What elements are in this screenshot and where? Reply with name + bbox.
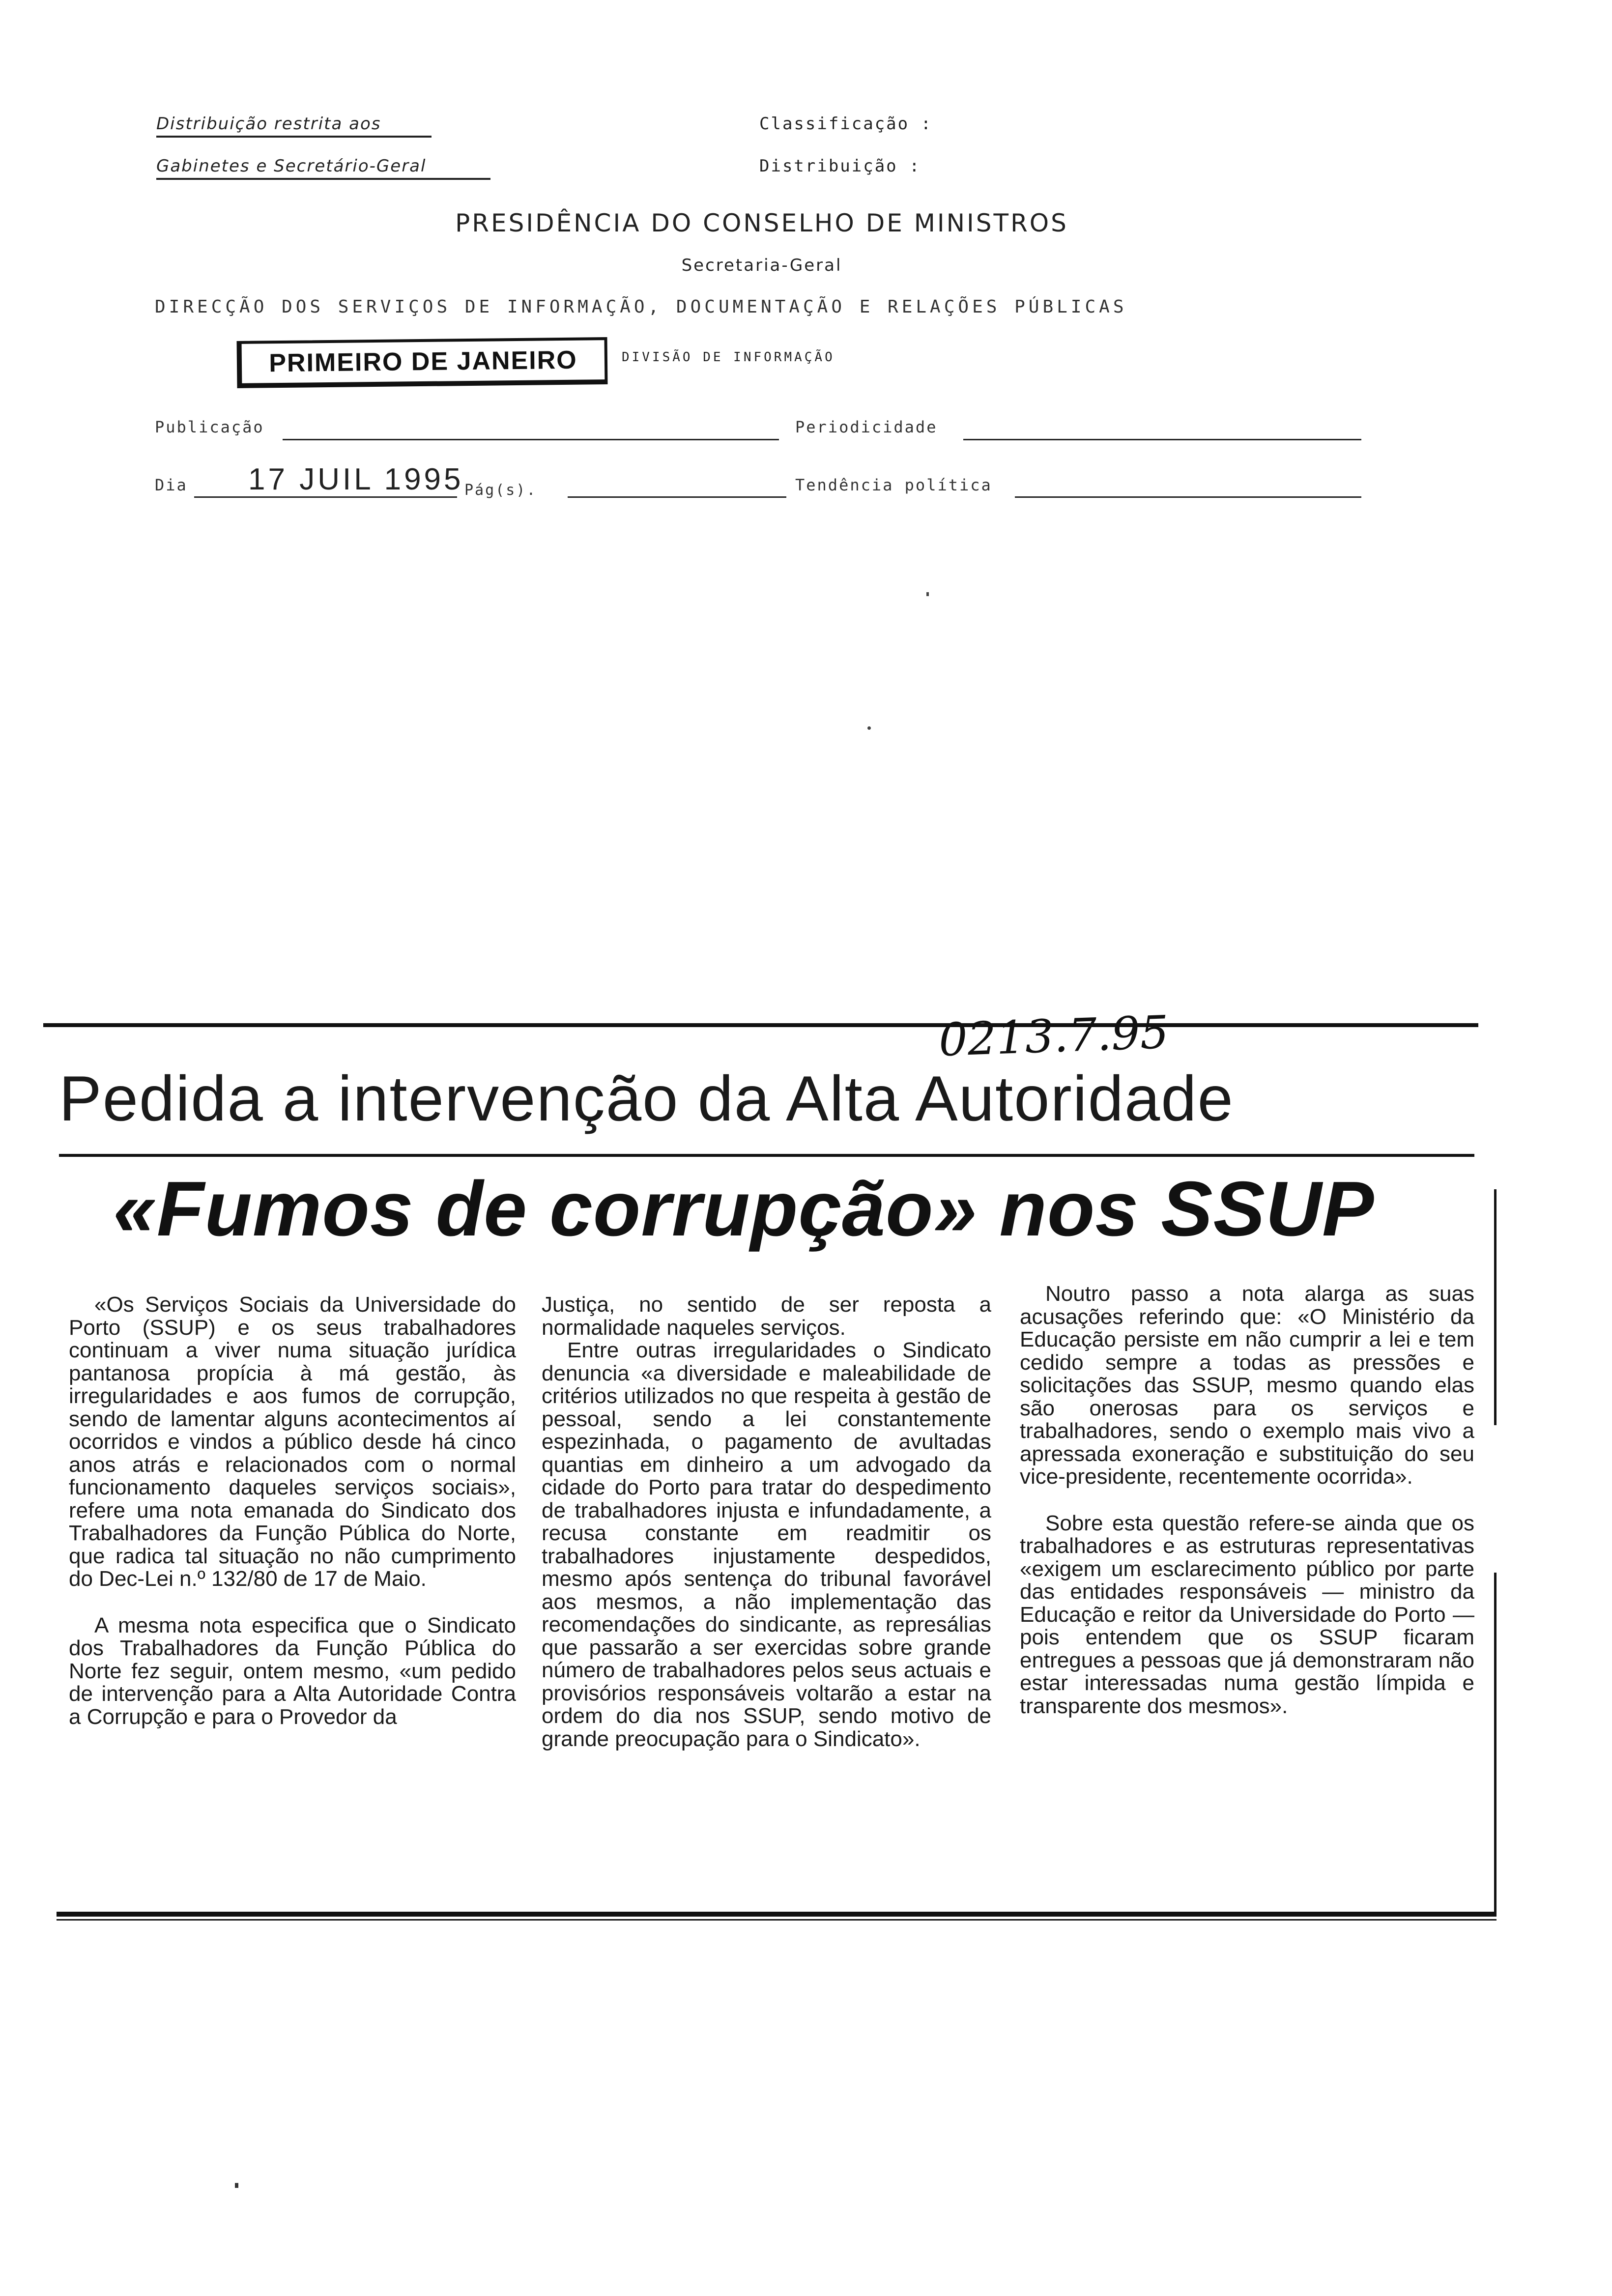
article-top-rule bbox=[43, 1023, 1478, 1027]
tendency-field bbox=[1015, 496, 1361, 498]
publication-field bbox=[283, 439, 779, 440]
organization-title: PRESIDÊNCIA DO CONSELHO DE MINISTROS bbox=[455, 209, 1068, 237]
article-headline: «Fumos de corrupção» nos SSUP bbox=[113, 1166, 1375, 1252]
directorate-line: DIRECÇÃO DOS SERVIÇOS DE INFORMAÇÃO, DOCUMENTAÇÃO E RELAÇÕES PÚBLICAS bbox=[155, 297, 1127, 317]
organization-subtitle: Secretaria-Geral bbox=[681, 256, 842, 275]
handwritten-reference: 0213.7.95 bbox=[938, 1005, 1170, 1067]
article-column-2 bbox=[542, 1293, 991, 1751]
scan-speck bbox=[867, 726, 871, 730]
day-label: Dia bbox=[155, 476, 188, 494]
article-column-1 bbox=[69, 1293, 516, 1728]
paragraph: Entre outras irregularidades o Sindicato denuncia «a diversidade e maleabilidade de critérios utilizados no que respeita à gestão de pessoal, sendo a lei constantemente espezinhada, o pagamento de avultadas quantias em dinheiro a um advogado da cidade do Porto para tratar do despedimento de trabalhadores injusta e infundadamente, a recusa constante em readmitir os trabalhadores injustamente despedidos, mesmo após sentença do tribunal favorável aos mesmos, a não implementação das recomendações do sindicante, as represálias que passarão a ser exercidas sobre grande número de trabalhadores pelos seus actuais e provisórios responsáveis voltarão a estar na ordem do dia nos SSUP, sendo motivo de grande preocupação para o Sindicato». bbox=[542, 1338, 991, 1751]
distribution-offices-label: Gabinetes e Secretário-Geral bbox=[156, 156, 490, 180]
clipping-bottom-rule bbox=[57, 1912, 1497, 1917]
scan-speck bbox=[235, 2183, 238, 2188]
kicker-rule bbox=[59, 1154, 1474, 1157]
publication-stamp: PRIMEIRO DE JANEIRO bbox=[237, 337, 608, 388]
clipping-bottom-rule-thin bbox=[57, 1919, 1497, 1921]
distribution-restricted-label: Distribuição restrita aos bbox=[156, 114, 432, 138]
tendency-label: Tendência política bbox=[795, 476, 992, 494]
division-line: DIVISÃO DE INFORMAÇÃO bbox=[622, 350, 835, 365]
distribution-label: Distribuição : bbox=[759, 156, 921, 176]
article-kicker: Pedida a intervenção da Alta Autoridade bbox=[59, 1062, 1234, 1134]
periodicity-field bbox=[963, 439, 1361, 440]
day-value: 17 JUIL 1995 bbox=[248, 462, 464, 496]
pages-field bbox=[568, 496, 786, 498]
paragraph: Justiça, no sentido de ser reposta a normalidade naqueles serviços. bbox=[542, 1292, 991, 1340]
clipping-right-border bbox=[1494, 1573, 1497, 1914]
paragraph: Sobre esta questão refere-se ainda que os trabalhadores e as estruturas representativas «exigem um esclarecimento público por parte das entidades responsáveis — ministro da Educação e reitor da Universidade do Porto — pois entendem que os SSUP ficaram entregues a pessoas que já demonstraram não estar interessadas numa gestão límpida e transparente dos mesmos». bbox=[1020, 1511, 1474, 1718]
paragraph: Noutro passo a nota alarga as suas acusações referindo que: «O Ministério da Educação persiste em não cumprir a lei e tem cedido sempre a todas as pressões e solicitações das SSUP, mesmo quando elas são onerosas para os serviços e trabalhadores, sendo o exemplo mais vivo a apressada exoneração e substituição do seu vice-presidente, recentemente ocorrida». bbox=[1020, 1282, 1474, 1489]
periodicity-label: Periodicidade bbox=[795, 418, 938, 436]
paragraph: A mesma nota especifica que o Sindicato dos Trabalhadores da Função Pública do Norte fez seguir, ontem mesmo, «um pedido de intervenção para a Alta Autoridade Contra a Corrupção e para o Provedor da bbox=[69, 1613, 516, 1729]
clipping-right-border bbox=[1494, 1189, 1497, 1425]
classification-label: Classificação : bbox=[759, 114, 933, 134]
scan-speck bbox=[926, 592, 929, 596]
paragraph: «Os Serviços Sociais da Universidade do Porto (SSUP) e os seus trabalhadores continuam a viver numa situação jurídica pantanosa propícia à má gestão, às irregularidades e aos fumos de corrupção, sendo de lamentar alguns acontecimentos aí ocorridos e vindos a público desde há cinco anos atrás e relacionados com o normal funcionamento daqueles serviços sociais», refere uma nota emanada do Sindicato dos Trabalhadores da Função Pública do Norte, que radica tal situação no não cumprimento do Dec-Lei n.º 132/80 de 17 de Maio. bbox=[69, 1292, 516, 1591]
pages-label: Pág(s). bbox=[464, 482, 537, 499]
article-column-3 bbox=[1020, 1283, 1474, 1718]
publication-label: Publicação bbox=[155, 418, 264, 436]
